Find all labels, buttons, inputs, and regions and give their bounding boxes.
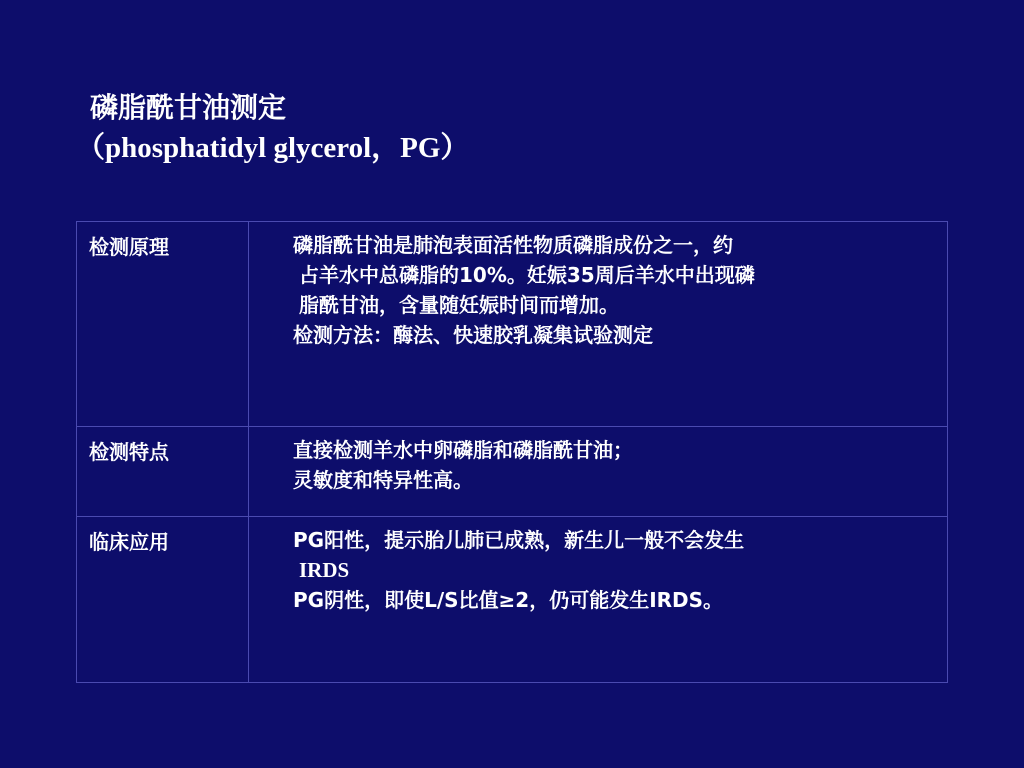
row-label-clinical: 临床应用 (77, 517, 249, 683)
row-label-principle: 检测原理 (77, 222, 249, 427)
content-line: IRDS (299, 558, 350, 582)
content-line: 脂酰甘油，含量随妊娠时间而增加。 (299, 293, 619, 317)
content-line: 灵敏度和特异性高。 (293, 468, 473, 492)
table-row-clinical (77, 517, 948, 683)
content-line: 直接检测羊水中卵磷脂和磷脂酰甘油； (293, 438, 633, 462)
content-line: PG阳性，提示胎儿肺已成熟，新生儿一般不会发生 (293, 528, 745, 552)
content-line: PG阴性，即使L/S比值≥2，仍可能发生IRDS。 (293, 588, 724, 612)
row-content-features (249, 427, 948, 517)
content-line: 检测方法：酶法、快速胶乳凝集试验测定 (293, 323, 653, 347)
table-row-principle (77, 222, 948, 427)
title-english: （phosphatidyl glycerol，PG） (76, 132, 470, 164)
row-content-clinical (249, 517, 948, 683)
slide-title (76, 88, 950, 168)
title-chinese: 磷脂酰甘油测定 (90, 91, 287, 124)
content-line: 占羊水中总磷脂的10%。妊娠35周后羊水中出现磷 (299, 263, 755, 287)
table-row-features (77, 427, 948, 517)
content-line: 磷脂酰甘油是肺泡表面活性物质磷脂成份之一，约 (293, 233, 733, 257)
info-table (76, 221, 948, 683)
row-label-features: 检测特点 (77, 427, 249, 517)
row-content-principle (249, 222, 948, 427)
